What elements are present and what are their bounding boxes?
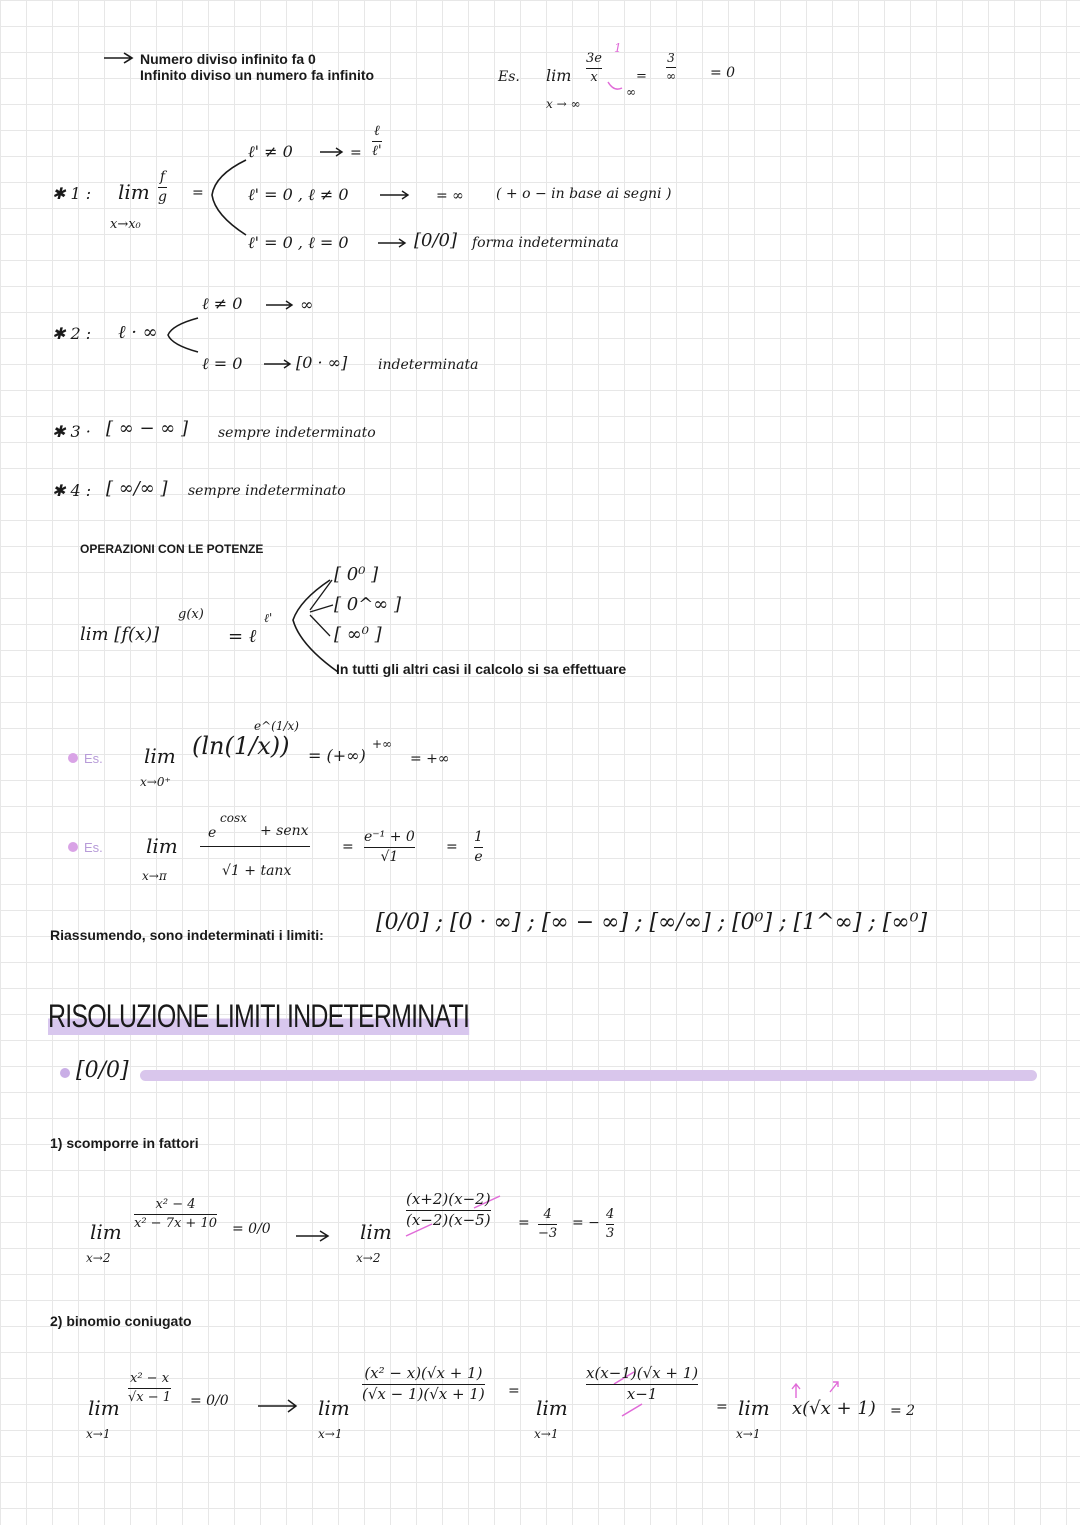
branch-condition: ℓ ≠ 0 [202,294,243,313]
fraction: x(x−1)(√x + 1) x−1 [586,1364,699,1403]
fraction: (x+2)(x−2) (x−2)(x−5) [406,1190,491,1229]
fraction: f g [158,169,167,205]
equals-zero-over-zero: = 0/0 [232,1221,271,1237]
power-form: [ 0⁰ ] [334,564,379,585]
limit-keyword: lim [88,1396,120,1420]
fraction: 4 3 [606,1207,615,1241]
exponent: ℓ' [264,611,273,625]
case-note: sempre indeterminato [218,425,376,441]
limit-keyword: lim [738,1396,770,1420]
equals: = [192,185,204,201]
limit-keyword: lim [536,1396,568,1420]
highlight-bar [140,1070,1037,1081]
limit-subscript: x→x₀ [110,217,141,232]
fraction: x² − x √x − 1 [128,1371,172,1405]
limit-keyword: lim [318,1396,350,1420]
final-result: = 2 [890,1403,916,1419]
branch-condition: ℓ' ≠ 0 [248,142,293,161]
indeterminate-note: indeterminata [378,357,479,373]
fraction: (x² − x)(√x + 1) (√x − 1)(√x + 1) [362,1364,485,1403]
indeterminate-form: [0 · ∞] [296,353,348,372]
limit-keyword: lim [146,834,178,858]
limit-keyword: lim [118,180,150,204]
branch-result: = ∞ [436,188,464,204]
branch-condition: ℓ' = 0 , ℓ = 0 [248,233,349,252]
limit-subscript: x→0⁺ [140,775,171,789]
case-label: ✱ 4 : [52,481,92,500]
example-label: Es. [498,69,520,85]
limit-expression: lim [f(x)] [80,624,160,645]
indeterminate-note: forma indeterminata [472,235,619,251]
fraction: ℓ ℓ' [372,123,382,159]
case-expression: [ ∞ − ∞ ] [106,418,189,439]
case-expression: ℓ · ∞ [118,322,158,343]
limit-subscript: x→1 [318,1427,343,1441]
method-label: 2) binomio coniugato [50,1313,192,1329]
equals-zero-over-zero: = 0/0 [190,1393,229,1409]
indeterminate-form: [0/0] [414,230,458,251]
indeterminate-forms-list: [0/0] ; [0 · ∞] ; [∞ − ∞] ; [∞/∞] ; [0⁰] ; [1^∞] ; [∞⁰] [376,910,928,935]
limit-subscript: x→1 [534,1427,559,1441]
case-expression: [ ∞/∞ ] [106,478,168,499]
numerator-base: e [208,825,217,841]
limit-keyword: lim [144,744,176,768]
numerator-tail: + senx [260,823,309,839]
exponent: e^(1/x) [254,719,299,733]
limit-subscript: x → ∞ [546,97,581,111]
intro-line-2: Infinito diviso un numero fa infinito [140,67,375,83]
summary-label: Riassumendo, sono indeterminati i limiti: [50,927,324,943]
limit-subscript: x→2 [86,1251,111,1265]
den-note: ∞ [626,85,636,99]
branch-condition: ℓ' = 0 , ℓ ≠ 0 [248,185,349,204]
fraction: 4 −3 [538,1207,558,1241]
power-form: [ 0^∞ ] [334,594,402,615]
case-label: ✱ 2 : [52,324,92,343]
bullet-dot [68,842,78,852]
case-label: ✱ 3 · [52,422,91,441]
exponent: cosx [220,811,247,825]
limit-subscript: x→1 [736,1427,761,1441]
section-title: RISOLUZIONE LIMITI INDETERMINATI [48,998,470,1034]
fraction: 1 e [474,829,483,865]
final-result: = +∞ [410,751,450,767]
result: = 0 [710,65,736,81]
limit-keyword: lim [546,66,572,85]
branch-condition: ℓ = 0 [202,354,243,373]
limit-keyword: lim [360,1220,392,1244]
denominator: √1 + tanx [222,863,292,879]
form-label: [0/0] [76,1058,129,1083]
branch-result: ∞ [300,295,314,314]
limit-subscript: x→2 [356,1251,381,1265]
fraction: x² − 4 x² − 7x + 10 [134,1197,218,1231]
limit-subscript: x→1 [86,1427,111,1441]
fraction: 3 ∞ [666,51,676,83]
final-expression: x(√x + 1) [792,1398,876,1419]
case-label: ✱ 1 : [52,184,92,203]
equals: = [636,69,647,84]
limit-keyword: lim [90,1220,122,1244]
power-form: [ ∞⁰ ] [334,624,382,645]
example-label: Es. [84,751,103,766]
equals-expression: = ℓ [228,626,257,647]
limit-subscript: x→π [142,869,167,883]
exponent: g(x) [178,607,204,622]
exponent: +∞ [372,737,393,751]
sign-note: ( + o − in base ai segni ) [496,186,672,202]
log-expression: (ln(1/x)) [192,732,290,760]
fraction: e⁻¹ + 0 √1 [364,829,415,865]
intro-line-1: Numero diviso infinito fa 0 [140,51,316,67]
case-note: sempre indeterminato [188,483,346,499]
section-heading: OPERAZIONI CON LE POTENZE [80,542,264,556]
result: = (+∞) [308,746,366,765]
powers-note: In tutti gli altri casi il calcolo si sa effettuare [336,661,627,677]
bullet-dot [60,1068,70,1078]
example-label: Es. [84,840,103,855]
bullet-dot [68,753,78,763]
fraction: 3e x [586,51,602,85]
method-label: 1) scomporre in fattori [50,1135,199,1151]
